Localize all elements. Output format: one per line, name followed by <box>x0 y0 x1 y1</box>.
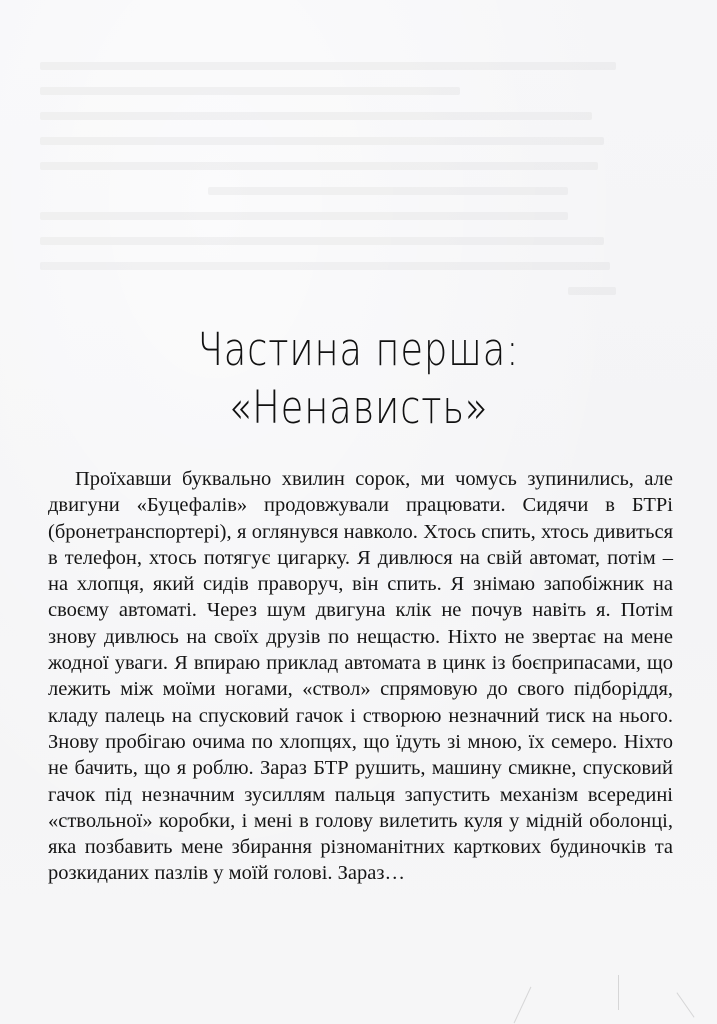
chapter-title <box>0 322 717 436</box>
paper-crease-mark <box>514 987 532 1024</box>
body-paragraph: Проїхавши буквально хвилин сорок, ми чомусь зупинились, але двигуни «Буцефалів» продовжували працювати. Сидячи в БТРі (бронетранспортері), я оглянувся навколо. Хтось спить, хтось дивиться в телефон, хтось потягує цигарку. Я дивлюся на свій автомат, потім – на хлопця, який сидів праворуч, він спить. Я знімаю запобіжник на своєму автоматі. Через шум двигуна клік не почув навіть я. Потім знову дивлюсь на своїх друзів по нещастю. Ніхто не звертає на мене жодної уваги. Я впираю приклад автомата в цинк із боєприпасами, що лежить між моїми ногами, «ствол» спрямовую до свого підборіддя, кладу палець на спусковий гачок і створюю незначний тиск на нього. Знову пробігаю очима по хлопцях, що їдуть зі мною, їх семеро. Ніхто не бачить, що я роблю. Зараз БТР рушить, машину смикне, спусковий гачок під незначним зусиллям пальця запустить механізм всередині «ствольної» коробки, і мені в голову вилетить куля у мідній оболонці, яка позбавить мене збирання різноманітних карткових будиночків та розкиданих пазлів у моїй голові. Зараз… <box>48 468 673 885</box>
chapter-title-part: Частина перша: <box>197 323 520 376</box>
paper-crease-mark <box>618 975 619 1010</box>
reverse-side-bleed-through <box>40 62 640 312</box>
paper-crease-mark <box>676 992 694 1017</box>
chapter-title-name: «Ненависть» <box>228 381 489 434</box>
